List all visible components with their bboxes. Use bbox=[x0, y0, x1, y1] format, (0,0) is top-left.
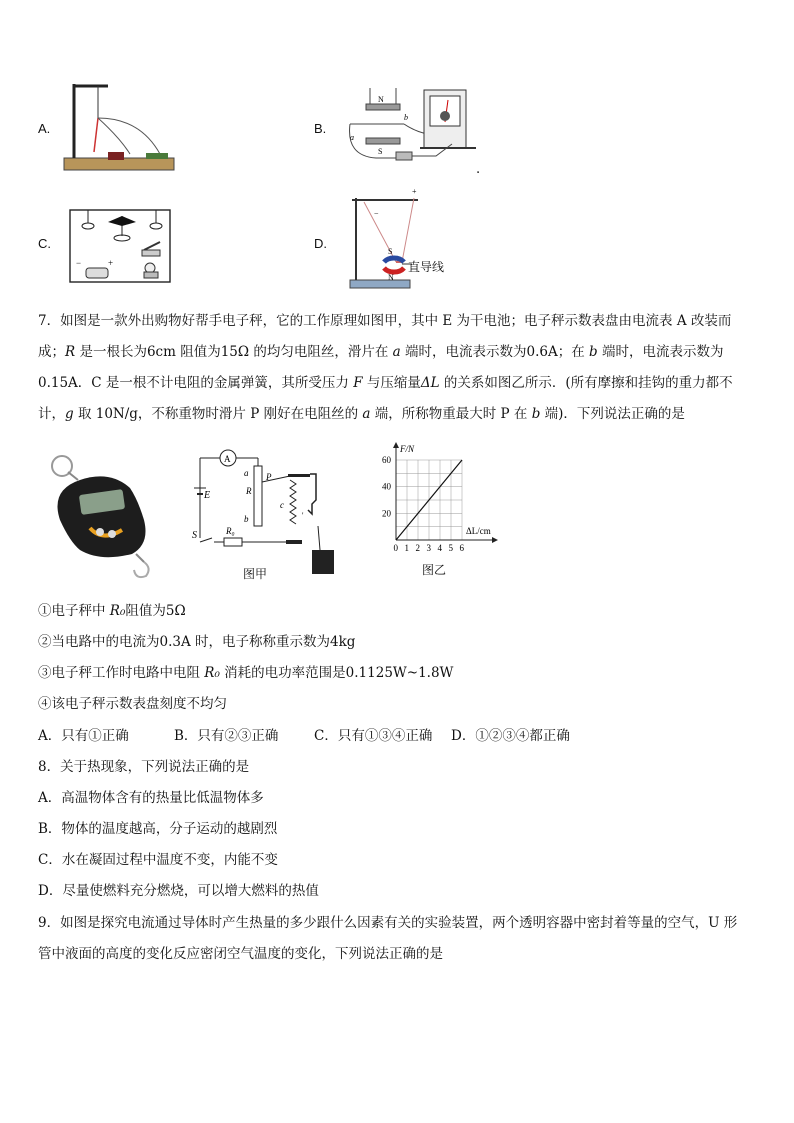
label-plus: + bbox=[412, 188, 417, 196]
electronic-scale-photo bbox=[40, 450, 160, 580]
option-b-label: B. bbox=[314, 121, 327, 136]
q7-line2: 成；R 是一根长为6cm 阻值为15Ω 的均匀电阻丝，滑片在 a 端时，电流表示数为0.6A；在 b 端时，电流表示数为 bbox=[38, 344, 724, 360]
y-axis-label: F/N bbox=[400, 444, 415, 454]
battery-label: E bbox=[204, 490, 211, 501]
q7-choice-b[interactable]: B．只有②③正确 bbox=[174, 728, 279, 744]
ammeter-label: A bbox=[224, 454, 231, 464]
q8-choice-b[interactable]: B．物体的温度越高，分子运动的越剧烈 bbox=[38, 821, 278, 837]
q7-statement-1: ①电子秤中 R₀阻值为5Ω bbox=[38, 603, 186, 619]
x-tick-label: 6 bbox=[459, 543, 464, 553]
q7-statement-2: ②当电路中的电流为0.3A 时，电子称称重示数为4kg bbox=[38, 634, 356, 650]
figure-option-c bbox=[64, 206, 176, 286]
x-tick-label: 1 bbox=[404, 543, 409, 553]
q8-choice-a[interactable]: A．高温物体含有的热量比低温物体多 bbox=[38, 790, 264, 806]
q7-choice-c[interactable]: C．只有①③④正确 bbox=[314, 728, 433, 744]
x-tick-label: 2 bbox=[415, 543, 420, 553]
label-s-pole: S bbox=[388, 247, 393, 256]
q7-statement-3: ③电子秤工作时电路中电阻 R₀ 消耗的电功率范围是0.1125W~1.8W bbox=[38, 665, 454, 681]
figure-option-d bbox=[340, 188, 470, 292]
label-n: N bbox=[378, 95, 384, 104]
option-d-label: D. bbox=[314, 236, 327, 251]
svg-text:+: + bbox=[108, 258, 114, 268]
x-tick-label: 4 bbox=[437, 543, 442, 553]
figure-jia-caption: 图甲 bbox=[243, 567, 268, 581]
label-a: a bbox=[350, 133, 354, 142]
svg-text:−: − bbox=[76, 258, 82, 268]
q7-choice-a[interactable]: A．只有①正确 bbox=[38, 728, 129, 744]
option-c-label: C. bbox=[38, 236, 51, 251]
q8-choice-c[interactable]: C．水在凝固过程中温度不变，内能不变 bbox=[38, 852, 278, 868]
q7-line1: 7．如图是一款外出购物好帮手电子秤，它的工作原理如图甲，其中 E 为干电池；电子秤示数表盘由电流表 A 改装而 bbox=[38, 313, 732, 329]
force-compression-graph bbox=[366, 440, 506, 560]
x-tick-label: 3 bbox=[426, 543, 431, 553]
label-n-pole: N bbox=[388, 273, 394, 282]
label-minus: − bbox=[374, 209, 379, 218]
q8-stem: 8．关于热现象，下列说法正确的是 bbox=[38, 759, 250, 775]
spring-c-label: c bbox=[280, 500, 284, 510]
slider-p-label: P bbox=[266, 472, 272, 482]
q7-choice-d[interactable]: D．①②③④都正确 bbox=[451, 728, 570, 744]
q7-line4: 计，g 取 10N/g，不称重物时滑片 P 刚好在电阻丝的 a 端，所称物重最大时 P 在 b 端)．下列说法正确的是 bbox=[38, 406, 685, 422]
x-axis-label: ΔL/cm bbox=[466, 526, 491, 536]
end-b-label: b bbox=[244, 514, 249, 524]
label-s: S bbox=[378, 147, 383, 156]
q9-line2: 管中液面的高度的变化反应密闭空气温度的变化，下列说法正确的是 bbox=[38, 946, 443, 962]
figure-option-b bbox=[336, 86, 486, 176]
y-tick-label: 20 bbox=[382, 508, 391, 519]
q7-line3: 0.15A．C 是一根不计电阻的金属弹簧，其所受压力 F 与压缩量ΔL 的关系如图乙所示．(所有摩擦和挂钩的重力都不 bbox=[38, 375, 733, 391]
q7-statement-4: ④该电子秤示数表盘刻度不均匀 bbox=[38, 696, 227, 712]
y-tick-label: 60 bbox=[382, 455, 391, 465]
straight-wire-label: 直导线 bbox=[408, 260, 445, 274]
q8-choice-d[interactable]: D．尽量使燃料充分燃烧，可以增大燃料的热值 bbox=[38, 883, 319, 899]
end-a-label: a bbox=[244, 468, 249, 478]
figure-yi-caption: 图乙 bbox=[422, 563, 447, 577]
q9-line1: 9．如图是探究电流通过导体时产生热量的多少跟什么因素有关的实验装置，两个透明容器中密封着等量的空气，U 形 bbox=[38, 915, 738, 931]
option-b-dot: . bbox=[476, 162, 481, 177]
x-tick-label: 5 bbox=[448, 543, 453, 553]
option-a-label: A. bbox=[38, 121, 51, 136]
y-tick-label: 40 bbox=[382, 481, 391, 492]
resistor-r-label: R bbox=[246, 486, 252, 496]
label-b: b bbox=[404, 113, 408, 122]
x-tick-label: 0 bbox=[393, 543, 398, 553]
circuit-diagram-jia bbox=[190, 446, 350, 586]
figure-option-a bbox=[60, 78, 180, 178]
r0-label: R₀ bbox=[226, 526, 235, 536]
switch-label: S bbox=[192, 530, 197, 541]
svg-text:': ' bbox=[302, 511, 304, 520]
